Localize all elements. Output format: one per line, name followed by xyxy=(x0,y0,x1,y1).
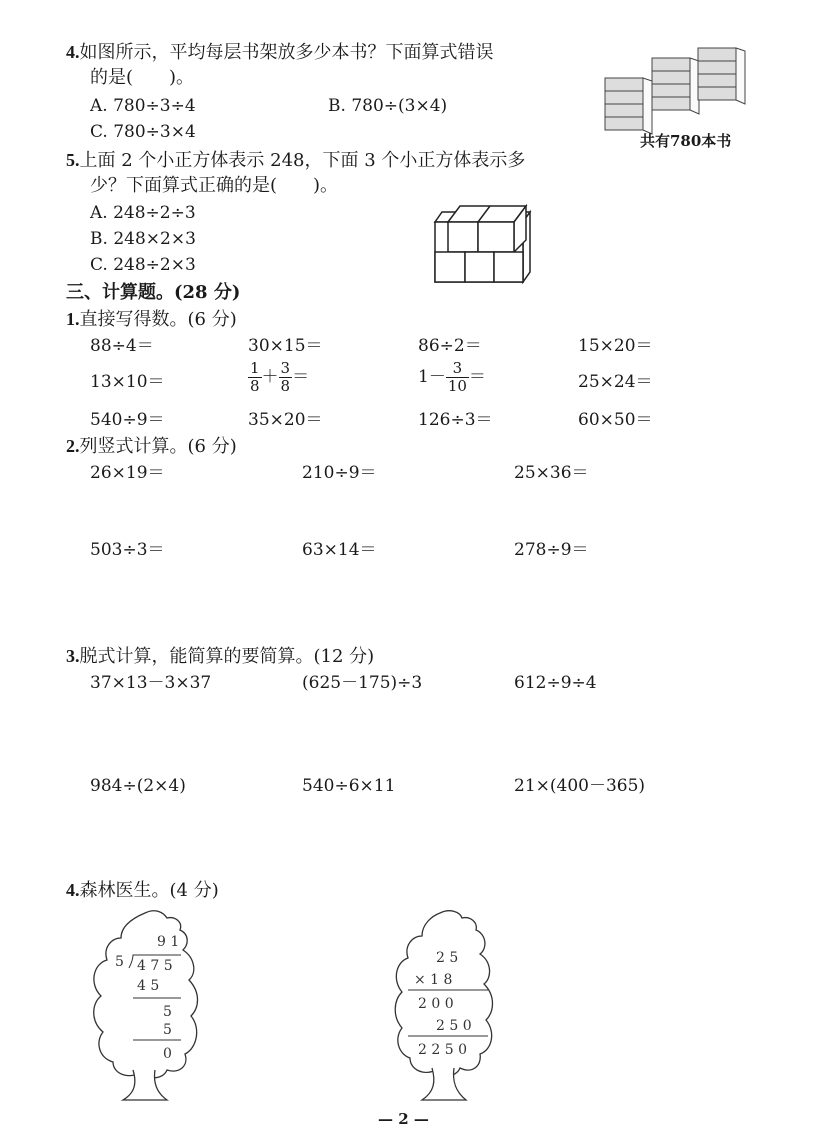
svg-text:4 7 5: 4 7 5 xyxy=(137,958,173,974)
p1-title: 1.直接写得数。(6 分) xyxy=(66,309,237,330)
p1-r1c1: 88÷4＝ xyxy=(90,336,154,356)
p1-r3c3: 126÷3＝ xyxy=(418,410,493,430)
p1-r1c3: 86÷2＝ xyxy=(418,336,482,356)
q5-line2: 少？下面算式正确的是( )。 xyxy=(90,175,339,196)
p1-r2c2-fraction: $\frac{1}{8}$ ＋ $\frac{3}{8}$ ＝ xyxy=(250,359,310,395)
p2-r2c3: 278÷9＝ xyxy=(514,540,589,560)
p3-title: 3.脱式计算，能简算的要简算。(12 分) xyxy=(66,646,375,667)
p1-r1c4: 15×20＝ xyxy=(578,336,653,356)
q5-line1: 5.上面 2 个小正方体表示 248，下面 3 个小正方体表示多 xyxy=(66,150,526,171)
q5-number: 5. xyxy=(66,150,80,170)
svg-text:9 1: 9 1 xyxy=(157,934,180,950)
p2-r1c1: 26×19＝ xyxy=(90,463,165,483)
p1-r3c4: 60×50＝ xyxy=(578,410,653,430)
p1-r2c3-fraction: 1－ $\frac{3}{10}$ ＝ xyxy=(418,359,486,395)
q4-option-c: C. 780÷3×4 xyxy=(90,122,196,142)
svg-text:2 0 0: 2 0 0 xyxy=(418,996,454,1012)
q4-line1: 4.如图所示，平均每层书架放多少本书？下面算式错误 xyxy=(66,42,494,63)
p1-r3c2: 35×20＝ xyxy=(248,410,323,430)
svg-text:× 1 8: × 1 8 xyxy=(414,972,453,988)
tree-division-figure xyxy=(85,908,235,1108)
p3-r2c1: 984÷(2×4) xyxy=(90,776,186,796)
svg-text:5: 5 xyxy=(163,1022,172,1038)
cubes-figure xyxy=(430,200,540,285)
p3-r1c2: (625－175)÷3 xyxy=(302,673,423,693)
svg-text:2 5: 2 5 xyxy=(436,950,459,966)
svg-text:0: 0 xyxy=(163,1046,172,1062)
section3-title: 三、计算题。(28 分) xyxy=(66,282,241,303)
p1-r3c1: 540÷9＝ xyxy=(90,410,165,430)
q4-option-b: B. 780÷(3×4) xyxy=(328,96,448,116)
svg-text:2 5 0: 2 5 0 xyxy=(436,1018,472,1034)
tree-multiplication-figure xyxy=(388,908,508,1108)
page-number: — 2 — xyxy=(378,1110,429,1128)
svg-text:5: 5 xyxy=(163,1004,172,1020)
p2-r1c3: 25×36＝ xyxy=(514,463,589,483)
svg-text:5: 5 xyxy=(115,954,124,970)
svg-text:2 2 5 0: 2 2 5 0 xyxy=(418,1042,467,1058)
p1-r1c2: 30×15＝ xyxy=(248,336,323,356)
q5-option-a: A. 248÷2÷3 xyxy=(90,203,196,223)
q5-option-c: C. 248÷2×3 xyxy=(90,255,196,275)
q4-number: 4. xyxy=(66,42,80,62)
p1-r2c4: 25×24＝ xyxy=(578,372,653,392)
p1-r2c1: 13×10＝ xyxy=(90,372,165,392)
p3-r1c1: 37×13－3×37 xyxy=(90,673,212,693)
bookshelf-caption: 共有780本书 xyxy=(640,132,732,150)
q5-option-b: B. 248×2×3 xyxy=(90,229,196,249)
svg-text:4 5: 4 5 xyxy=(137,978,160,994)
q4-line2: 的是( )。 xyxy=(90,67,195,88)
p2-r2c2: 63×14＝ xyxy=(302,540,377,560)
q4-option-a: A. 780÷3÷4 xyxy=(90,96,196,116)
p3-r1c3: 612÷9÷4 xyxy=(514,673,597,693)
p2-title: 2.列竖式计算。(6 分) xyxy=(66,436,237,457)
p2-r2c1: 503÷3＝ xyxy=(90,540,165,560)
p4-title: 4.森林医生。(4 分) xyxy=(66,880,219,901)
p3-r2c2: 540÷6×11 xyxy=(302,776,396,796)
p3-r2c3: 21×(400－365) xyxy=(514,776,646,796)
p2-r1c2: 210÷9＝ xyxy=(302,463,377,483)
